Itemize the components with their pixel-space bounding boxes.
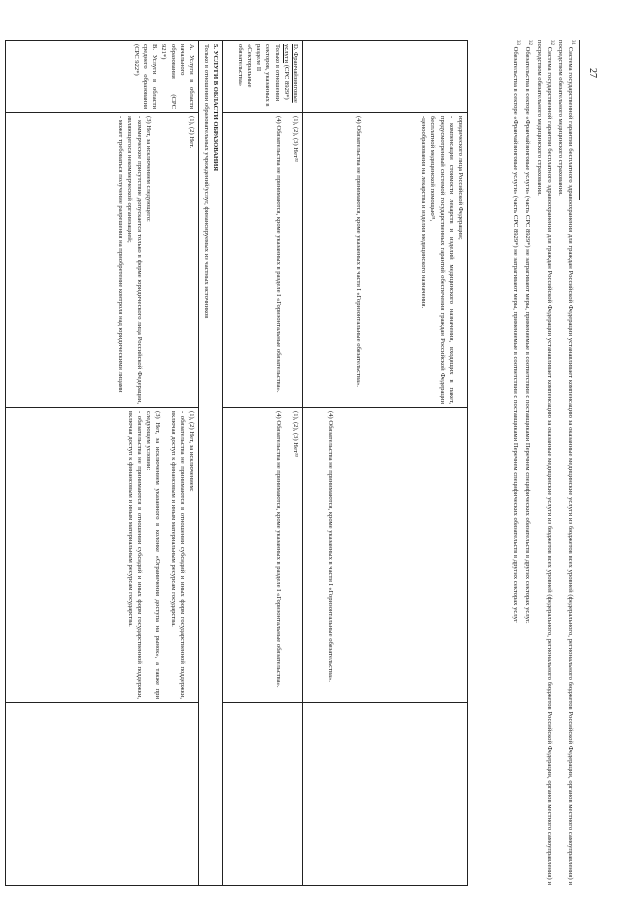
footnotes (470, 40, 580, 885)
market-access-cell: (1), (2), (3) Нет³² (4) Обязательства не принимаются, кроме указанных в разделе I «Горизонтальные обязательства». (223, 113, 303, 408)
table-row (6, 41, 199, 886)
footnote: $^{33}$ Обязательства в секторе «Франчайзинговые услуги» (часть CPC 8929*) не затрагивают меры, применяемые в соответствии с поставщиками Перечнем специфических обязательств в других секторах услуг (512, 40, 521, 623)
rotated-page-content (5, 40, 580, 885)
table-row (303, 41, 468, 886)
additional-commitments-cell (6, 703, 199, 886)
footnote: $^{32}$ Система государственной гарантии бесплатного здравоохранения для граждан Российской Федерации устанавливает компенсацию за оказанные медицинские услуги из бюджетов всех уровней (федерального, регионального бюджетов Российской Федерации, органов местного самоуправления) и посредством обязательного медицинского страхования. (535, 40, 554, 886)
additional-commitments-cell (223, 703, 303, 886)
page-number: 27 (587, 68, 598, 78)
section-header-cell (199, 41, 223, 886)
commitments-table (5, 40, 468, 886)
section-header-row (199, 41, 223, 886)
table-row (223, 41, 303, 886)
national-treatment-cell: (1), (2) Нет, за исключением: - обязательства не принимаются в отношении субсидий и иных форм государственной поддержки, включая доступ к финансовым и иным материальным ресурсам государства. (3) Нет, за исключением указанного в колонке «Ограничения доступа на рынок», а также при следующем условии: - обязательства не принимаются в отношении субсидий и иных форм государственной поддержки, включая доступ к финансовым и иным материальным ресурсам государства. (6, 408, 199, 703)
section-title: 5. УСЛУГИ В ОБЛАСТИ ОБРАЗОВАНИЯ (212, 44, 219, 172)
additional-commitments-cell (303, 703, 468, 886)
sector-cell: А. Услуги в области начального образования (CPC 921*) В. Услуги в области среднего образования (CPC 922*) (6, 41, 199, 113)
footnote: $^{32}$ Обязательства в секторе «Франчайзинговые услуги» (часть CPC 8929*) не затрагивают меры, применяемые в соответствии с поставщиками Перечнем специфических обязательств в других секторах услуг. (524, 40, 533, 624)
footnote: $^{31}$ Система государственной гарантии бесплатного здравоохранения для граждан Российской Федерации устанавливает компенсацию за оказанные медицинские услуги из бюджетов всех уровней (федерального, регионального бюджетов Российской Федерации, органов местного самоуправления) и посредством обязательного медицинского страхования. (557, 40, 575, 886)
market-access-cell: юридического лица Российской Федерации; - компенсации стоимости лекарств и изделий медицинского назначения, входящих в пакет, предусмотренный системой государственных гарантий обеспечения граждан Российской Федерации бесплатной медицинской помощью³¹, -ценообразования на лекарства и изделия медицинского назначения. (4) Обязательства не принимаются, кроме указанных в части I «Горизонтальные обязательства». (303, 113, 468, 408)
section-subtitle: Только в отношении образовательных учреждений/услуг, финансируемых из частных источников (202, 44, 210, 319)
national-treatment-cell: (1), (2), (3) Нет³³ (4) Обязательства не принимаются, кроме указанных в разделе I «Горизонтальные обязательства». (223, 408, 303, 703)
market-access-cell: (1), (2) Нет. (3) Нет, за исключением следующего: - коммерческое присутствие допускается только в форме юридического лица Российской Федерации, являющегося некоммерческой организацией; - может требоваться получение разрешения на приобретение контроля над юридическими лицами (6, 113, 199, 408)
national-treatment-cell: (4) Обязательства не принимаются, кроме указанных в части I «Горизонтальные обязательства». (303, 408, 468, 703)
sector-cell: D. Франчайзинговые услуги (CPC 8929*) Только в отношении секторов, указанных в разделе II «Секторальные обязательства» (223, 41, 303, 113)
footnote-separator (579, 40, 580, 200)
sector-cell (303, 41, 468, 113)
